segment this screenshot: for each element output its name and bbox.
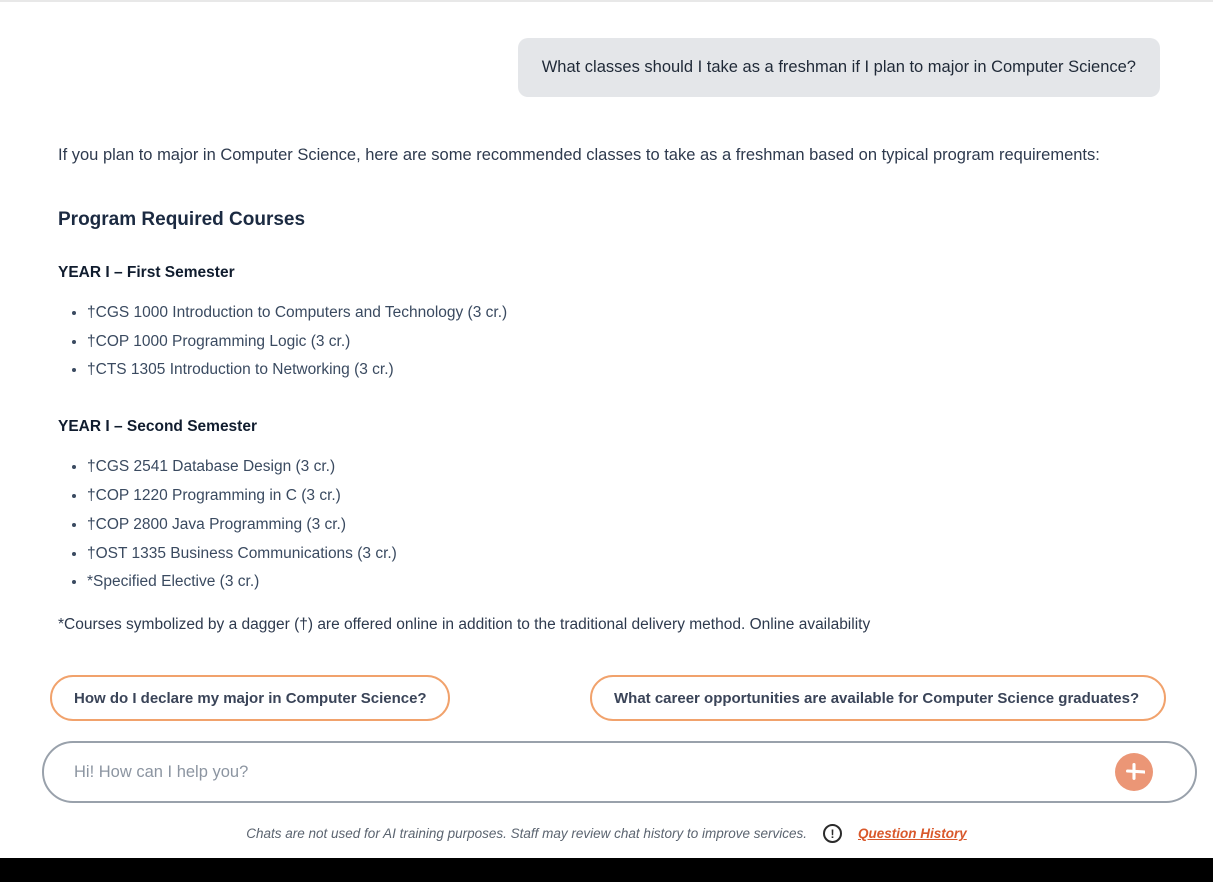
footer bbox=[0, 824, 1213, 843]
bottom-black-bar bbox=[0, 858, 1213, 882]
course-list-second-semester bbox=[58, 453, 1153, 597]
section-title-program-required-courses: Program Required Courses bbox=[58, 208, 306, 230]
exclamation-circle-icon: ! bbox=[823, 824, 842, 843]
course-item: • †COP 1000 Programming Logic (3 cr.) bbox=[87, 328, 1153, 357]
suggestion-pill-career-opportunities[interactable]: What career opportunities are available for Computer Science graduates? bbox=[590, 675, 1166, 721]
send-button[interactable] bbox=[1115, 753, 1153, 791]
bot-message bbox=[0, 97, 1213, 634]
user-message-bubble: What classes should I take as a freshman if I plan to major in Computer Science? bbox=[518, 38, 1160, 97]
chat-input[interactable] bbox=[74, 763, 1115, 782]
course-item: • †CTS 1305 Introduction to Networking (3 cr.) bbox=[87, 356, 1153, 385]
suggestion-pill-declare-major[interactable]: How do I declare my major in Computer Science? bbox=[50, 675, 450, 721]
chat-input-bar bbox=[42, 741, 1197, 803]
course-list-first-semester bbox=[58, 299, 1153, 385]
bot-intro-paragraph: If you plan to major in Computer Science, here are some recommended classes to take as a freshman based on typical program requirements: bbox=[58, 145, 1100, 164]
footnote-clipped-text: *Courses symbolized by a dagger (†) are offered online in addition to the traditional delivery method. Online availability bbox=[58, 616, 871, 634]
privacy-disclaimer: Chats are not used for AI training purposes. Staff may review chat history to improve services. bbox=[246, 826, 807, 841]
question-history-link[interactable]: Question History bbox=[857, 826, 967, 841]
course-item: • †CGS 1000 Introduction to Computers and Technology (3 cr.) bbox=[87, 299, 1153, 328]
course-item: • †COP 1220 Programming in C (3 cr.) bbox=[87, 482, 1153, 511]
arrow-up-icon bbox=[1123, 760, 1145, 785]
user-message-row bbox=[0, 0, 1213, 97]
course-item: • †COP 2800 Java Programming (3 cr.) bbox=[87, 511, 1153, 540]
course-item: • †CGS 2541 Database Design (3 cr.) bbox=[87, 453, 1153, 482]
course-item: • *Specified Elective (3 cr.) bbox=[87, 568, 1153, 597]
heading-year1-first-semester: YEAR I – First Semester bbox=[58, 263, 235, 281]
suggested-questions bbox=[0, 675, 1213, 722]
course-item: • †OST 1335 Business Communications (3 cr.) bbox=[87, 540, 1153, 569]
heading-year1-second-semester: YEAR I – Second Semester bbox=[58, 418, 257, 436]
